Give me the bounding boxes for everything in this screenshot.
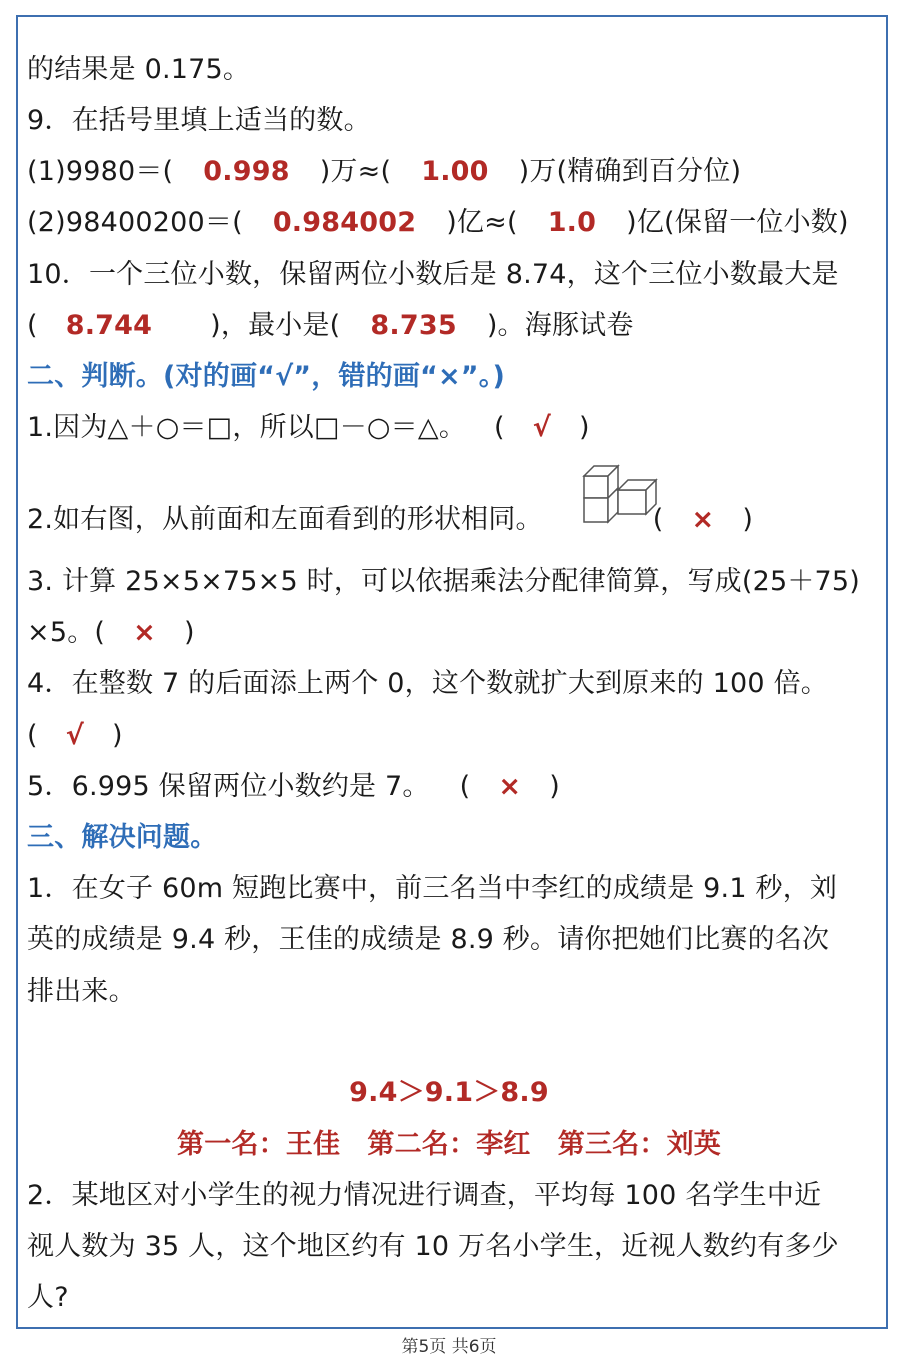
problem-2: 2．某地区对小学生的视力情况进行调查，平均每 100 名学生中近 [27, 1180, 822, 1211]
question-9: 9．在括号里填上适当的数。 [27, 105, 371, 136]
question-9-part2: (2)98400200＝( 0.984002 )亿≈( 1.0 )亿(保留一位小数) [27, 207, 849, 238]
question-9-part1: (1)9980＝( 0.998 )万≈( 1.00 )万(精确到百分位) [27, 156, 742, 187]
answer: 0.998 [203, 156, 290, 187]
text-line: 的结果是 0.175。 [27, 54, 251, 85]
answer: × [691, 504, 715, 535]
problem-1: 1．在女子 60m 短跑比赛中，前三名当中李红的成绩是 9.1 秒，刘 [27, 873, 838, 904]
answer: √ [65, 720, 84, 751]
judge-4: 4．在整数 7 的后面添上两个 0，这个数就扩大到原来的 100 倍。 [27, 668, 828, 699]
problem-2-cont: 人? [27, 1282, 69, 1313]
problem-1-cont: 排出来。 [27, 976, 136, 1007]
answer: √ [532, 412, 551, 443]
problem-1-cont: 英的成绩是 9.4 秒，王佳的成绩是 8.9 秒。请你把她们比赛的名次 [27, 924, 830, 955]
judge-1: 1.因为△＋○＝□，所以□－○＝△。 ( √ ) [27, 412, 590, 443]
judge-5: 5．6.995 保留两位小数约是 7。 ( × ) [27, 771, 560, 802]
judge-2: 2.如右图，从前面和左面看到的形状相同。 ( × ) [27, 504, 754, 535]
answer: 8.735 [370, 310, 457, 341]
problem-1-ranking: 第一名：王佳 第二名：李红 第三名：刘英 [177, 1129, 721, 1160]
question-10: 10．一个三位小数，保留两位小数后是 8.74，这个三位小数最大是 [27, 259, 839, 290]
section-heading-judge: 二、判断。(对的画“√”，错的画“×”。) [27, 361, 505, 392]
answer: × [133, 617, 156, 648]
answer: 1.00 [421, 156, 489, 187]
judge-4-cont: ( √ ) [27, 720, 123, 751]
judge-3: 3. 计算 25×5×75×5 时，可以依据乘法分配律简算，写成(25＋75) [27, 566, 861, 597]
question-10-answers: ( 8.744 )，最小是( 8.735 )。海豚试卷 [27, 310, 634, 341]
answer: 0.984002 [272, 207, 417, 238]
problem-1-answer: 9.4＞9.1＞8.9 [349, 1077, 549, 1108]
page-footer: 第5页 共6页 [401, 1337, 497, 1357]
answer: × [498, 771, 522, 802]
judge-3-cont: ×5。( × ) [27, 617, 195, 648]
answer: 8.744 [65, 310, 153, 341]
answer: 1.0 [547, 207, 597, 238]
section-heading-problems: 三、解决问题。 [27, 822, 218, 853]
problem-2-cont: 视人数为 35 人，这个地区约有 10 万名小学生，近视人数约有多少 [27, 1231, 839, 1262]
